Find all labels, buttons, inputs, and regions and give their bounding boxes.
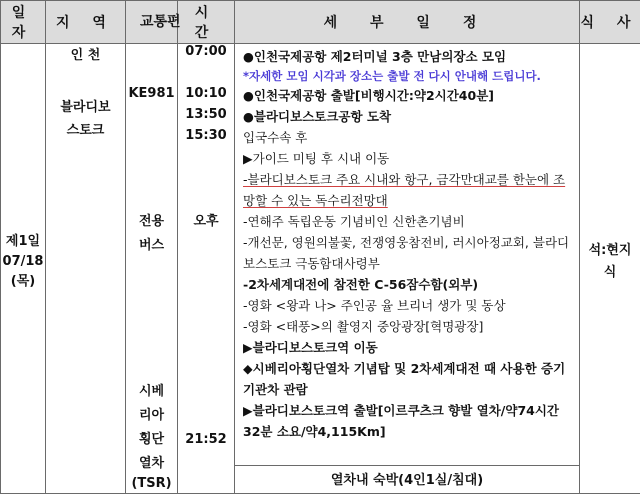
day-row (1, 44, 640, 494)
day-cell (1, 44, 46, 494)
header-location: 지 역 (46, 1, 126, 44)
location-cell (46, 44, 126, 494)
header-day: 일 자 (1, 1, 46, 44)
detail-arrive: ●블라디보스토크공항 도착 (243, 106, 573, 127)
transport-train-3: 횡단 (126, 428, 177, 447)
transport-train-5: (TSR) (126, 476, 177, 491)
header-meal: 식 사 (580, 1, 640, 44)
detail-overnight: 열차내 숙박(4인1실/침대) (235, 465, 579, 495)
detail-meeting: ●인천국제공항 제2터미널 3층 만남의장소 모임 (243, 48, 573, 65)
detail-eagle-nest: -블라디보스토크 주요 시내와 항구, 금각만대교를 한눈에 조망할 수 있는 독수리전망대 (243, 169, 573, 211)
day-date: 07/18 (1, 252, 45, 272)
time-1010: 10:10 (178, 86, 234, 101)
day-label: 제1일 (1, 232, 45, 252)
detail-cell (235, 44, 580, 494)
header-time: 시 간 (178, 1, 235, 44)
transport-train-1: 시베 (126, 380, 177, 399)
detail-tsr-monument: ◆시베리아횡단열차 기념탑 및 2차세계대전 때 사용한 증기기관차 관람 (243, 358, 573, 400)
detail-sinhanchon: -연해주 독립운동 기념비인 신한촌기념비 (243, 211, 573, 232)
time-1530: 15:30 (178, 128, 234, 143)
location-incheon: 인 천 (46, 44, 125, 63)
meal-cell (580, 44, 640, 494)
detail-central-square: -영화 <태풍>의 촬영지 중앙광장[혁명광장] (243, 316, 573, 337)
transport-flight: KE981 (126, 86, 177, 101)
time-0700: 07:00 (178, 44, 234, 59)
header-transport: 교통편 (126, 1, 178, 44)
transport-train-2: 리아 (126, 404, 177, 423)
meal-dinner: 석:현지식 (580, 240, 640, 284)
location-vladivostok-2: 스토크 (46, 119, 125, 138)
detail-immigration: 입국수속 후 (243, 127, 573, 148)
detail-submarine: -2차세계대전에 참전한 C-56잠수함(외부) (243, 274, 573, 295)
detail-monuments: -개선문, 영원의불꽃, 전쟁영웅참전비, 러시아정교회, 블라디보스토크 극동함대사령부 (243, 232, 573, 274)
header-row (1, 1, 640, 44)
transport-train-4: 열차 (126, 452, 177, 471)
day-weekday: (목) (1, 272, 45, 292)
time-1350: 13:50 (178, 107, 234, 122)
location-vladivostok-1: 블라디보 (46, 96, 125, 115)
time-2152: 21:52 (178, 432, 234, 447)
detail-depart: ●인천국제공항 출발[비행시간:약2시간40분] (243, 85, 573, 106)
detail-guide: ▶가이드 미팅 후 시내 이동 (243, 148, 573, 169)
detail-note: *자세한 모임 시각과 장소는 출발 전 다시 안내해 드립니다. (243, 68, 573, 85)
detail-train-depart: ▶블라디보스토크역 출발[이르쿠츠크 향발 열차/약74시간32분 소요/약4,115Km] (243, 400, 573, 442)
transport-bus-1: 전용 (126, 210, 177, 229)
time-afternoon: 오후 (178, 210, 234, 229)
detail-yul-brynner: -영화 <왕과 나> 주인공 율 브리너 생가 및 동상 (243, 295, 573, 316)
header-detail: 세 부 일 정 (235, 1, 580, 44)
time-cell (178, 44, 235, 494)
transport-cell (126, 44, 178, 494)
transport-bus-2: 버스 (126, 234, 177, 253)
detail-to-station: ▶블라디보스토크역 이동 (243, 337, 573, 358)
